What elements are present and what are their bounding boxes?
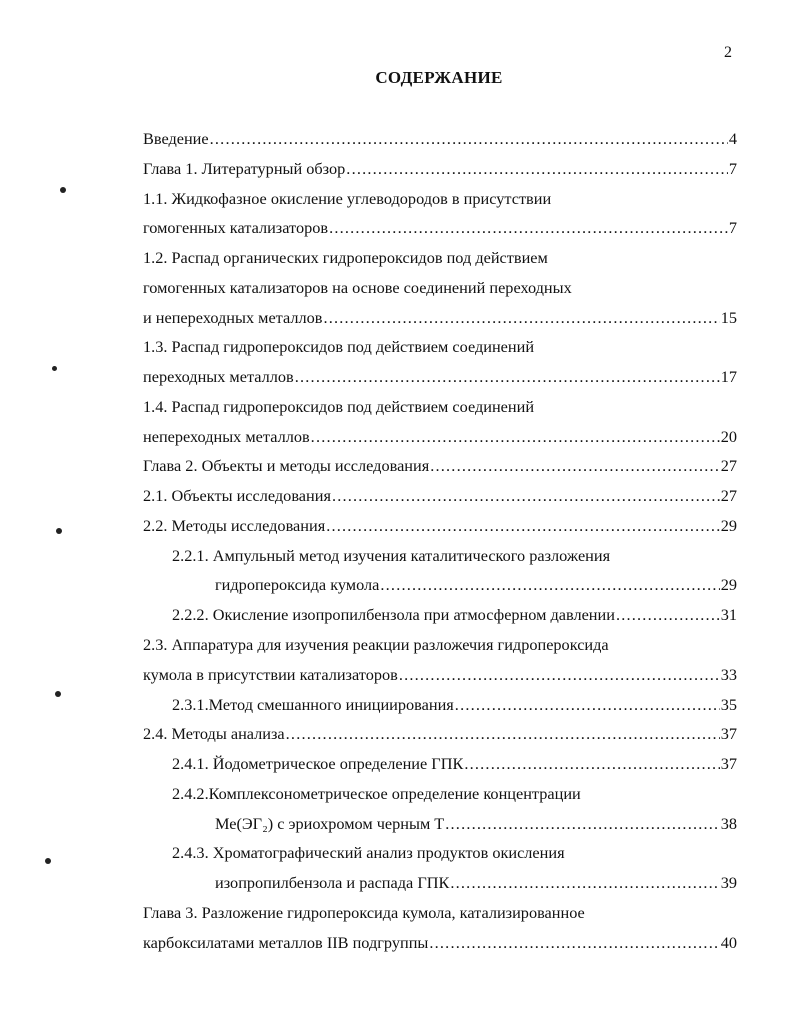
toc-entry-text: 1.3. Распад гидропероксидов под действием соединений: [143, 337, 535, 357]
toc-entry: [143, 332, 737, 362]
toc-entry-text: 2.3. Аппаратура для изучения реакции разложечия гидропероксида: [143, 635, 609, 655]
toc-entry: [143, 481, 737, 511]
toc-entry-text: Глава 1. Литературный обзор: [143, 158, 346, 178]
toc-entry: [143, 511, 737, 541]
toc-entry: [143, 928, 737, 958]
toc-entry-page: 33: [720, 664, 737, 684]
dot-leader: [210, 124, 728, 154]
dot-leader: [311, 422, 720, 452]
toc-entry: [143, 154, 737, 184]
dot-leader: [323, 303, 719, 333]
toc-entry: [143, 690, 737, 720]
toc-entry: [143, 213, 737, 243]
toc-entry: [143, 451, 737, 481]
toc-entry-text: 1.4. Распад гидропероксидов под действием соединений: [143, 396, 535, 416]
dot-leader: [346, 154, 728, 184]
dot-leader: [399, 660, 720, 690]
toc-entry-text: 2.2. Методы исследования: [143, 515, 326, 535]
scan-speck: [52, 366, 57, 371]
scan-speck: [56, 528, 62, 534]
toc-entry-text: Глава 3. Разложение гидропероксида кумола, катализированное: [143, 902, 585, 922]
scan-speck: [55, 691, 61, 697]
toc-entry-text: 2.1. Объекты исследования: [143, 486, 331, 506]
toc-entry-page: 39: [720, 873, 737, 893]
toc-entry: [143, 541, 737, 571]
toc-entry: [143, 303, 737, 333]
toc-entry-text: Глава 2. Объекты и методы исследования: [143, 456, 430, 476]
toc-entry-text: 2.4.3. Хроматографический анализ продуктов окисления: [172, 843, 565, 863]
toc-entry-page: 15: [720, 307, 737, 327]
dot-leader: [450, 868, 719, 898]
toc-entry-page: 38: [720, 813, 737, 833]
toc-entry-text: 2.4. Методы анализа: [143, 724, 285, 744]
toc-entry-text: кумола в присутствии катализаторов: [143, 664, 398, 684]
toc-entry-page: 7: [728, 218, 737, 238]
toc-entry: [143, 809, 737, 839]
toc-entry-text: 2.2.1. Ампульный метод изучения каталитического разложения: [172, 545, 611, 565]
toc-entry-text: 2.4.2.Комплексонометрическое определение концентрации: [172, 783, 581, 803]
toc-entry: [143, 422, 737, 452]
dot-leader: [295, 362, 720, 392]
toc-entry: [143, 719, 737, 749]
page-number: 2: [724, 44, 732, 61]
toc-entry: [143, 362, 737, 392]
dot-leader: [464, 749, 719, 779]
toc-entry-text: изопропилбензола и распада ГПК: [215, 873, 450, 893]
toc-entry-page: 17: [720, 367, 737, 387]
toc-entry: [143, 392, 737, 422]
toc-entry-page: 40: [720, 932, 737, 952]
dot-leader: [430, 451, 720, 481]
toc-entry: [143, 243, 737, 273]
toc-entry-text: гидропероксида кумола: [215, 575, 380, 595]
toc-entry: [143, 868, 737, 898]
toc-entry: [143, 124, 737, 154]
dot-leader: [329, 213, 728, 243]
toc-entry-page: 31: [720, 605, 737, 625]
toc-entry-text: переходных металлов: [143, 367, 294, 387]
toc-entry: [143, 570, 737, 600]
toc-entry: [143, 838, 737, 868]
toc-entry-text: гомогенных катализаторов на основе соединений переходных: [143, 277, 572, 297]
toc-entry-text: карбоксилатами металлов IIB подгруппы: [143, 932, 429, 952]
toc-entry-page: 7: [728, 158, 737, 178]
toc-entry: [143, 600, 737, 630]
toc-entry-page: 20: [720, 426, 737, 446]
toc-entry-page: 29: [720, 575, 737, 595]
dot-leader: [455, 690, 720, 720]
dot-leader: [286, 719, 720, 749]
toc-entry-page: 4: [728, 129, 737, 148]
dot-leader: [326, 511, 720, 541]
toc-entry-text: 2.2.2. Окисление изопропилбензола при атмосферном давлении: [172, 605, 615, 625]
dot-leader: [332, 481, 720, 511]
toc-entry-text: гомогенных катализаторов: [143, 218, 329, 238]
toc-entry-text: 2.3.1.Метод смешанного инициирования: [172, 694, 454, 714]
toc-entry-page: 29: [720, 515, 737, 535]
toc-entry-text: Введение: [143, 129, 209, 148]
toc-entry-text: и непереходных металлов: [143, 307, 323, 327]
dot-leader: [616, 600, 720, 630]
toc-entry-page: 27: [720, 486, 737, 506]
dot-leader: [380, 570, 719, 600]
toc-entry-text: 2.4.1. Йодометрическое определение ГПК: [172, 754, 464, 774]
scan-speck: [60, 187, 66, 193]
toc-entry-page: 35: [720, 694, 737, 714]
toc-entry-page: 37: [720, 754, 737, 774]
toc-entry-text: 1.2. Распад органических гидропероксидов под действием: [143, 248, 548, 268]
dot-leader: [445, 809, 719, 839]
toc-entry: [143, 898, 737, 928]
toc-entry: [143, 660, 737, 690]
page-title: СОДЕРЖАНИЕ: [375, 68, 503, 87]
toc-entry-text: 1.1. Жидкофазное окисление углеводородов в присутствии: [143, 188, 552, 208]
toc-entry: [143, 273, 737, 303]
toc-entry-page: 37: [720, 724, 737, 744]
table-of-contents: [143, 124, 737, 957]
scan-speck: [45, 858, 51, 864]
toc-entry-text: Ме(ЭГ₂) с эриохромом черным Т: [215, 813, 445, 833]
toc-entry-text: непереходных металлов: [143, 426, 310, 446]
toc-entry: [143, 779, 737, 809]
toc-entry: [143, 630, 737, 660]
toc-entry-page: 27: [720, 456, 737, 476]
toc-entry: [143, 749, 737, 779]
toc-entry: [143, 184, 737, 214]
dot-leader: [429, 928, 719, 958]
